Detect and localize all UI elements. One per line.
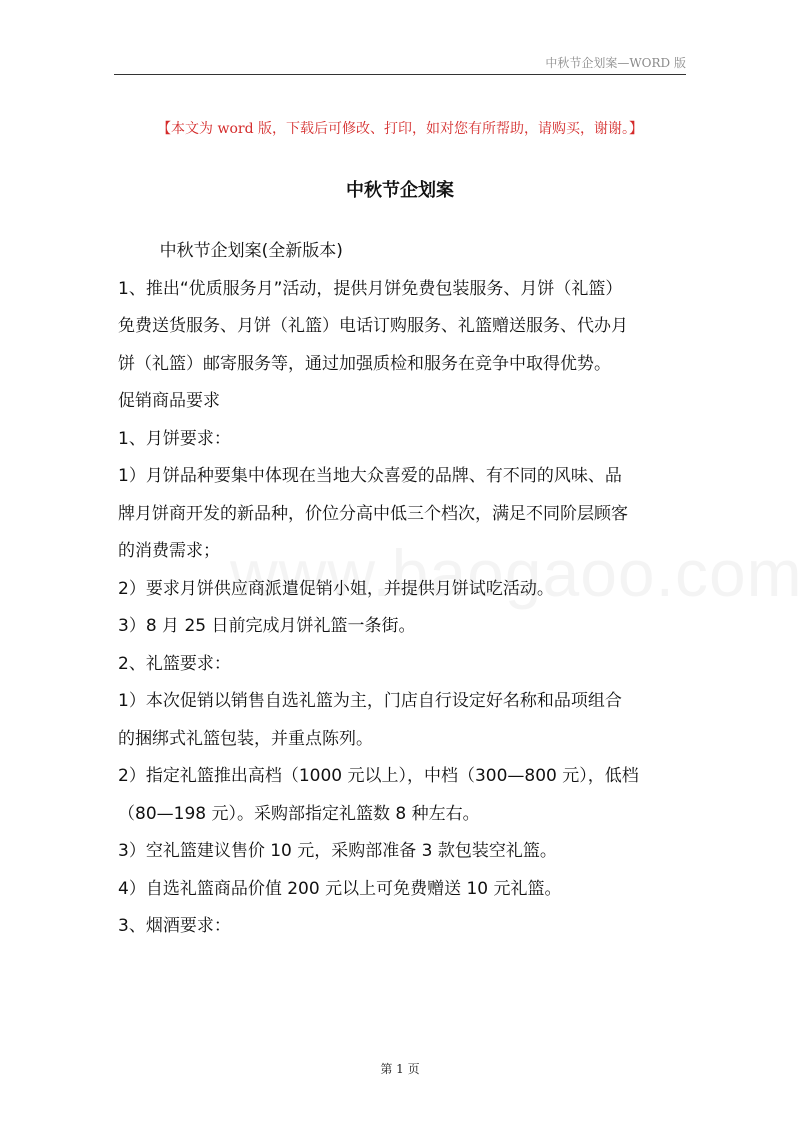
document-title: 中秋节企划案 — [346, 180, 454, 201]
body-line: 的捆绑式礼篮包装，并重点陈列。 — [118, 728, 373, 749]
body-line: 2）指定礼篮推出高档（1000 元以上），中档（300—800 元），低档 — [118, 766, 639, 786]
page-number: 第 1 页 — [380, 1062, 420, 1076]
header-divider — [114, 74, 686, 75]
document-body — [118, 233, 690, 946]
body-line: （80—198 元）。采购部指定礼篮数 8 种左右。 — [118, 803, 480, 824]
section-heading: 促销商品要求 — [118, 391, 220, 411]
page-header: 中秋节企划案—WORD 版 — [545, 56, 686, 70]
body-line: 免费送货服务、月饼（礼篮）电话订购服务、礼篮赠送服务、代办月 — [118, 316, 628, 336]
body-line: 3、烟酒要求： — [118, 916, 231, 936]
body-line: 2）要求月饼供应商派遣促销小姐，并提供月饼试吃活动。 — [118, 578, 554, 599]
body-line: 的消费需求； — [118, 541, 220, 561]
body-line: 1、推出“优质服务月”活动，提供月饼免费包装服务、月饼（礼篮） — [118, 278, 623, 299]
body-line: 1、月饼要求： — [118, 428, 231, 449]
body-line: 1）本次促销以销售自选礼篮为主，门店自行设定好名称和品项组合 — [118, 691, 622, 711]
body-line: 3）8 月 25 日前完成月饼礼篮一条街。 — [118, 616, 416, 636]
body-line: 饼（礼篮）邮寄服务等，通过加强质检和服务在竞争中取得优势。 — [118, 353, 611, 374]
body-line: 3）空礼篮建议售价 10 元，采购部准备 3 款包装空礼篮。 — [118, 841, 557, 861]
subtitle-paragraph: 中秋节企划案(全新版本) — [159, 241, 343, 261]
body-line: 2、礼篮要求： — [118, 653, 231, 674]
word-version-notice: 【本文为 word 版，下载后可修改、打印，如对您有所帮助，请购买，谢谢。】 — [157, 121, 643, 137]
body-line: 1）月饼品种要集中体现在当地大众喜爱的品牌、有不同的风味、品 — [118, 466, 622, 486]
body-line: 4）自选礼篮商品价值 200 元以上可免费赠送 10 元礼篮。 — [118, 878, 562, 899]
body-line: 牌月饼商开发的新品种，价位分高中低三个档次，满足不同阶层顾客 — [118, 503, 628, 524]
